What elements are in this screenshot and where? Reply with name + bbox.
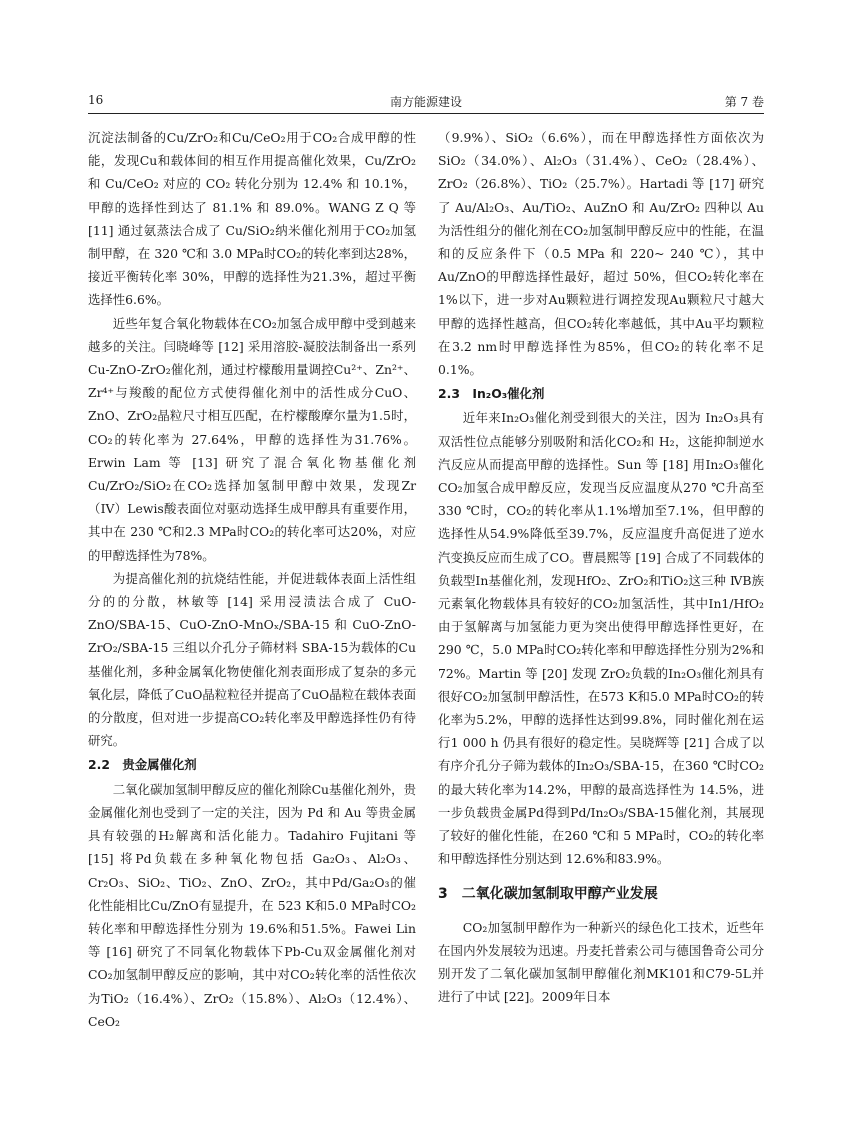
running-header bbox=[88, 91, 764, 114]
paragraph: （9.9%）、SiO₂（6.6%），而在甲醇选择性方面依次为SiO₂（34.0%）、Al₂O₃（31.4%）、CeO₂（28.4%）、ZrO₂（26.8%）、TiO₂（25.7%）。Hartadi 等 [17] 研究了 Au/Al₂O₃、Au/TiO₂、AuZnO 和 Au/ZrO₂ 四种以 Au为活性组分的催化剂在CO₂加氢制甲醇反应中的性能，在温和的反应条件下（0.5 MPa 和 220~ 240 ℃），其中Au/ZnO的甲醇选择性最好，超过 50%，但CO₂转化率在1%以下，进一步对Au颗粒进行调控发现Au颗粒尺寸越大甲醇的选择性越高，但CO₂转化率越低，其中Au平均颗粒在3.2 nm时甲醇选择性为85%，但CO₂的转化率不足0.1%。 bbox=[438, 130, 764, 378]
paragraph: 近些年复合氧化物载体在CO₂加氢合成甲醇中受到越来越多的关注。闫晓峰等 [12] 采用溶胶-凝胶法制备出一系列Cu-ZnO-ZrO₂催化剂，通过柠檬酸用量调控Cu²⁺、Zn²⁺、Zr⁴⁺与羧酸的配位方式使得催化剂中的活性成分CuO、ZnO、ZrO₂晶粒尺寸相互匹配，在柠檬酸摩尔量为1.5时，CO₂的转化率为 27.64%，甲醇的选择性为31.76%。Erwin Lam 等 [13] 研究了混合氧化物基催化剂Cu/ZrO₂/SiO₂在CO₂选择加氢制甲醇中效果，发现Zr（IV）Lewis酸表面位对驱动选择生成甲醇具有重要作用，其中在 230 ℃和2.3 MPa时CO₂的转化率可达20%，对应的甲醇选择性为78%。 bbox=[88, 315, 416, 563]
paragraph: 二氧化碳加氢制甲醇反应的催化剂除Cu基催化剂外，贵金属催化剂也受到了一定的关注，因为 Pd 和 Au 等贵金属具有较强的H₂解离和活化能力。Tadahiro Fujitani 等 [15] 将Pd负载在多种氧化物包括 Ga₂O₃、Al₂O₃、Cr₂O₃、SiO₂、TiO₂、ZnO、ZrO₂，其中Pd/Ga₂O₃的催化性能相比Cu/ZnO有显提升，在 523 K和5.0 MPa时CO₂转化率和甲醇选择性分别为 19.6%和51.5%。Fawei Lin 等 [16] 研究了不同氧化物载体下Pb-Cu双金属催化剂对CO₂加氢制甲醇反应的影响，其中对CO₂转化率的活性依次为TiO₂（16.4%）、ZrO₂（15.8%）、Al₂O₃（12.4%）、CeO₂ bbox=[88, 781, 416, 1029]
right-column bbox=[438, 126, 764, 1008]
paragraph: CO₂加氢制甲醇作为一种新兴的绿色化工技术，近些年在国内外发展较为迅速。丹麦托普索公司与德国鲁奇公司分别开发了二氧化碳加氢制甲醇催化剂MK101和C79-5L并进行了中试 [22]。2009年日本 bbox=[438, 919, 764, 1005]
paragraph: 近年来In₂O₃催化剂受到很大的关注，因为 In₂O₃具有双活性位点能够分别吸附和活化CO₂和 H₂，这能抑制逆水汽反应从而提高甲醇的选择性。Sun 等 [18] 用In₂O₃催化CO₂加氢合成甲醇反应，发现当反应温度从270 ℃升高至330 ℃时，CO₂的转化率从1.1%增加至7.1%，但甲醇的选择性从54.9%降低至39.7%，反应温度升高促进了逆水汽变换反应而生成了CO。曹晨熙等 [19] 合成了不同载体的负载型In基催化剂，发现HfO₂、ZrO₂和TiO₂这三种 ⅣB族元素氧化物载体具有较好的CO₂加氢活性，其中In1/HfO₂由于氢解离与加氢能力更为突出使得甲醇选择性更好，在290 ℃，5.0 MPa时CO₂转化率和甲醇选择性分别为2%和72%。Martin 等 [20] 发现 ZrO₂负载的In₂O₃催化剂具有很好CO₂加氢制甲醇活性，在573 K和5.0 MPa时CO₂的转化率为5.2%，甲醇的选择性达到99.8%，同时催化剂在运行1 000 h 仍具有很好的稳定性。吴晓辉等 [21] 合成了以有序介孔分子筛为载体的In₂O₃/SBA-15，在360 ℃时CO₂的最大转化率为14.2%，甲醇的最高选择性为 14.5%，进一步负载贵金属Pd得到Pd/In₂O₃/SBA-15催化剂，其展现了较好的催化性能，在260 ℃和 5 MPa时，CO₂的转化率和甲醇选择性分别达到 12.6%和83.9%。 bbox=[438, 410, 764, 867]
section-heading-2-2: 2.2 贵金属催化剂 bbox=[88, 757, 197, 773]
left-column bbox=[88, 126, 416, 1033]
section-heading-2-3: 2.3 In₂O₃催化剂 bbox=[438, 386, 545, 402]
journal-title: 南方能源建设 bbox=[389, 95, 462, 109]
paragraph: 为提高催化剂的抗烧结性能，并促进载体表面上活性组分的的分散，林敏等 [14] 采用浸渍法合成了 CuO-ZnO/SBA-15、CuO-ZnO-MnOₓ/SBA-15 和 CuO-ZnO-ZrO₂/SBA-15 三组以介孔分子筛材料 SBA-15为载体的Cu基催化剂，多种金属氧化物使催化剂表面形成了复杂的多元氧化层，降低了CuO晶粒粒径并提高了CuO晶粒在载体表面的分散度，但对进一步提高CO₂转化率及甲醇选择性仍有待研究。 bbox=[88, 570, 416, 749]
volume-label: 第 7 卷 bbox=[724, 95, 764, 109]
section-heading-3: 3 二氧化碳加氢制取甲醇产业发展 bbox=[438, 885, 658, 902]
paragraph: 沉淀法制备的Cu/ZrO₂和Cu/CeO₂用于CO₂合成甲醇的性能，发现Cu和载体间的相互作用提高催化效果，Cu/ZrO₂ 和 Cu/CeO₂ 对应的 CO₂ 转化分别为 12.4% 和 10.1%，甲醇的选择性到达了 81.1% 和 89.0%。WANG Z Q 等 [11] 通过氨蒸法合成了 Cu/SiO₂纳米催化剂用于CO₂加氢制甲醇，在 320 ℃和 3.0 MPa时CO₂的转化率到达28%，接近平衡转化率 30%，甲醇的选择性为21.3%，超过平衡选择性6.6%。 bbox=[88, 130, 416, 308]
page-number: 16 bbox=[88, 93, 104, 107]
